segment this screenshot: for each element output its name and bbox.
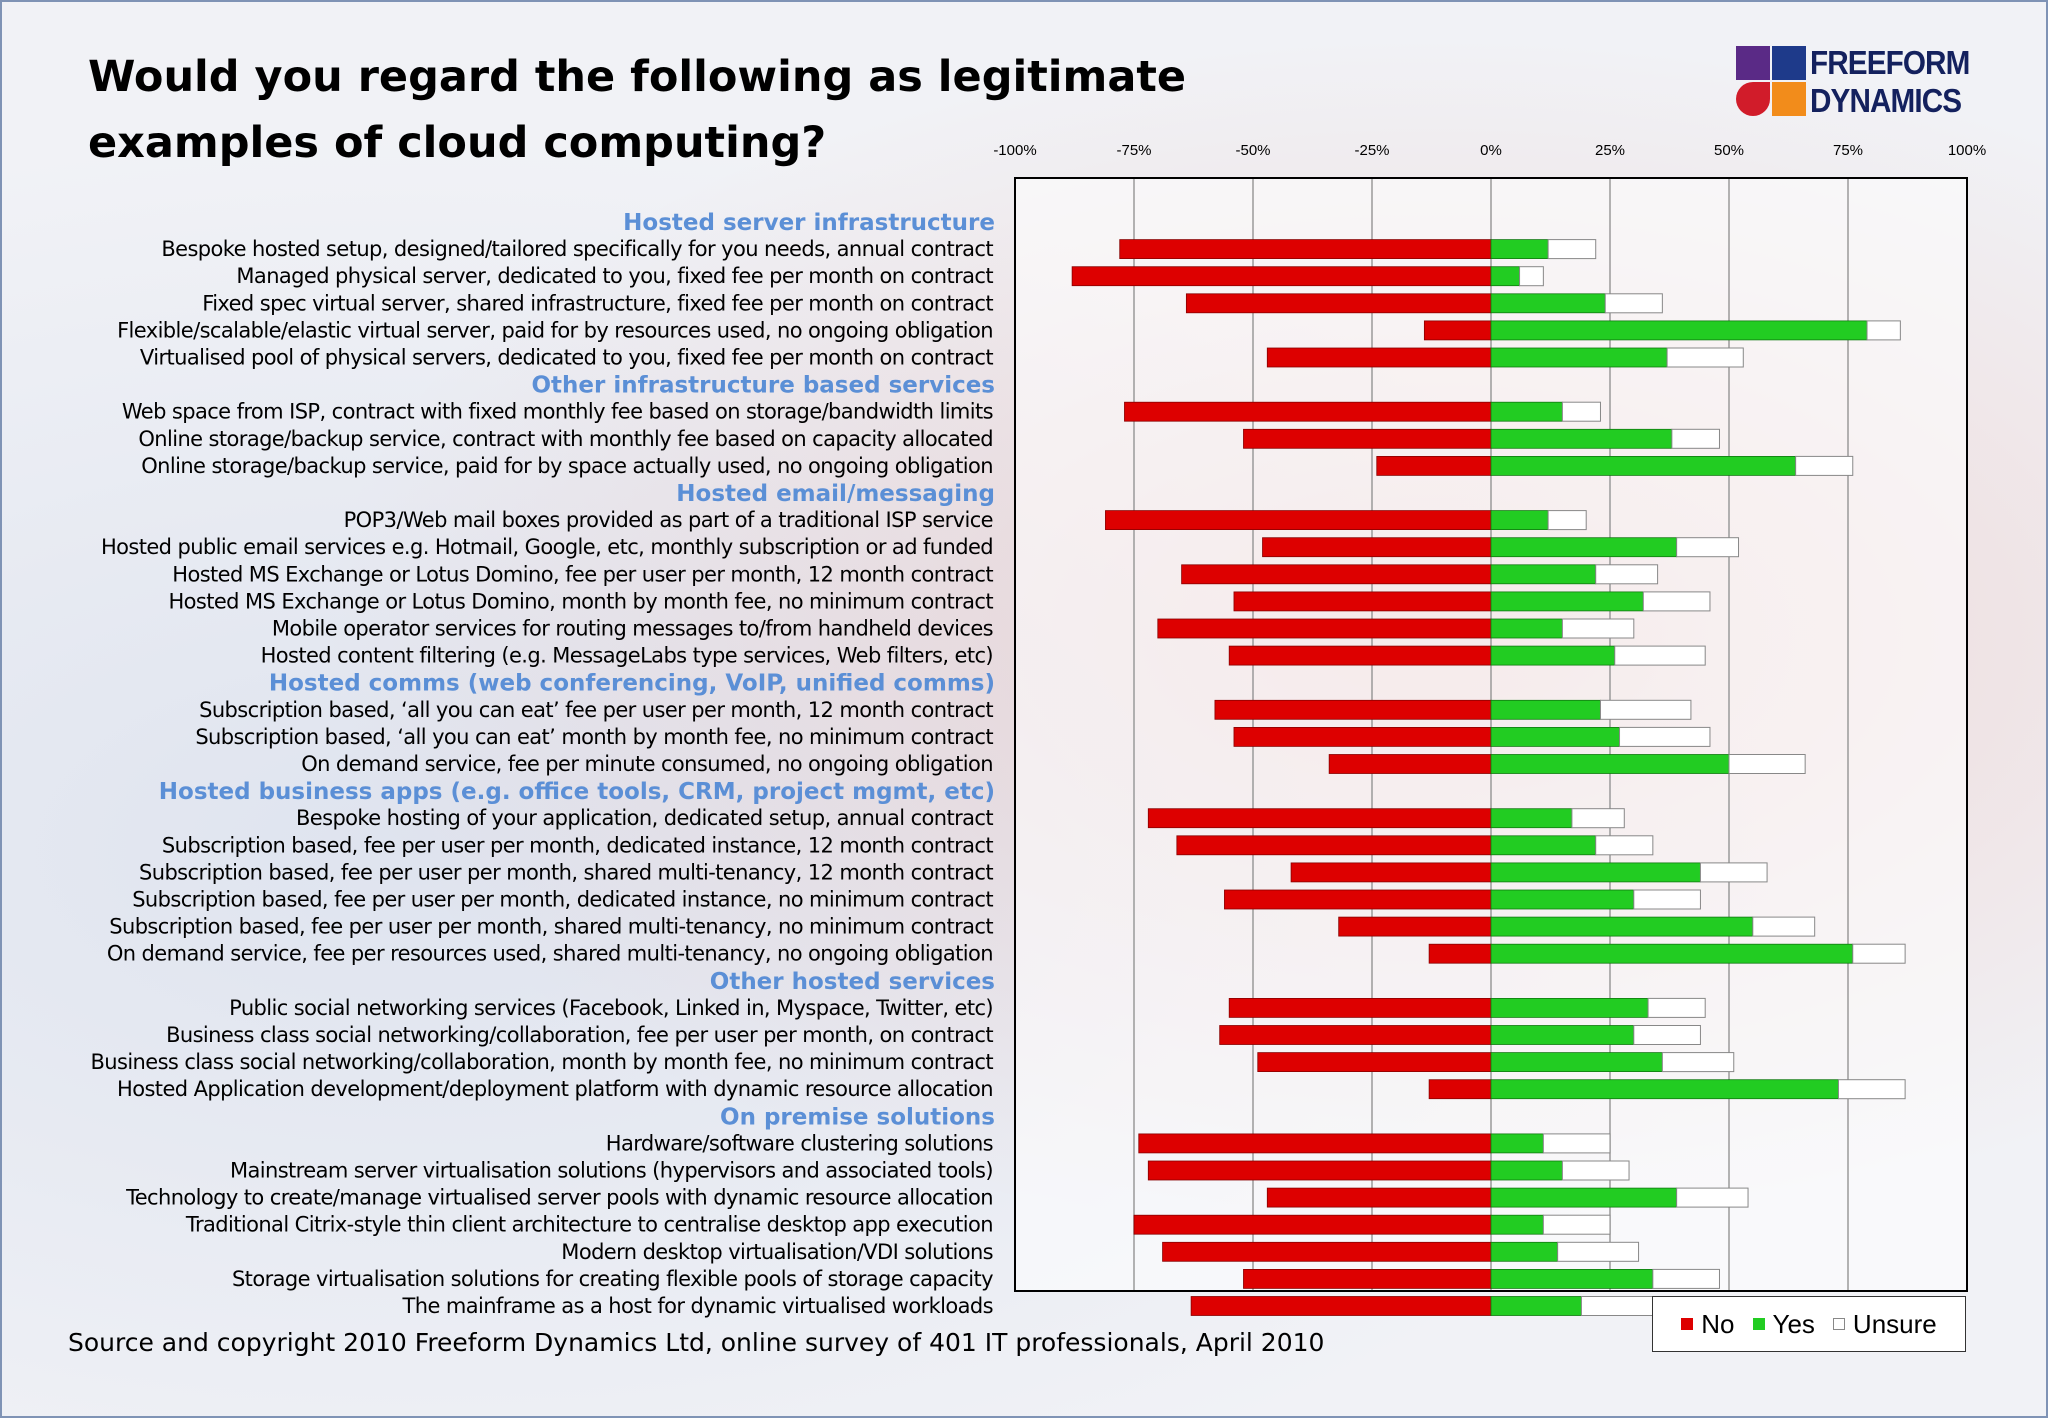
bar-unsure xyxy=(1548,511,1586,530)
bar-no xyxy=(1339,917,1491,936)
legend-item-yes xyxy=(1753,1309,1815,1340)
bar-no xyxy=(1267,1188,1491,1207)
row-label: Storage virtualisation solutions for creating flexible pools of storage capacity xyxy=(231,1266,993,1291)
bar-unsure xyxy=(1796,456,1853,475)
row-label: Bespoke hosting of your application, dedicated setup, annual contract xyxy=(295,806,993,831)
category-label: Hosted server infrastructure xyxy=(623,210,995,236)
bar-unsure xyxy=(1653,1269,1720,1288)
bar-unsure xyxy=(1543,1215,1610,1234)
bar-no xyxy=(1424,321,1491,340)
bar-yes xyxy=(1491,998,1648,1017)
row-label: Mobile operator services for routing messages to/from handheld devices xyxy=(271,616,993,641)
legend-swatch-no xyxy=(1681,1318,1693,1330)
bar-no xyxy=(1291,863,1491,882)
legend-swatch-yes xyxy=(1753,1318,1765,1330)
bar-unsure xyxy=(1596,836,1653,855)
row-label: Subscription based, ‘all you can eat’ month by month fee, no minimum contract xyxy=(195,724,993,749)
legend-label-no: No xyxy=(1701,1308,1735,1339)
row-label: Hosted public email services e.g. Hotmail, Google, etc, monthly subscription or ad funded xyxy=(100,535,993,560)
bar-yes xyxy=(1491,917,1753,936)
category-label: Other infrastructure based services xyxy=(531,372,995,399)
row-label: Online storage/backup service, contract with monthly fee based on capacity allocated xyxy=(138,426,993,451)
bar-yes xyxy=(1491,944,1853,963)
bar-no xyxy=(1163,1242,1491,1261)
bar-unsure xyxy=(1672,429,1720,448)
bar-no xyxy=(1258,1053,1491,1072)
row-label: Business class social networking/collaboration, month by month fee, no minimum contract xyxy=(90,1050,993,1075)
chart-legend xyxy=(1652,1296,1966,1352)
row-label: Subscription based, fee per user per month, dedicated instance, no minimum contract xyxy=(132,887,993,912)
bar-unsure xyxy=(1620,727,1710,746)
bar-yes xyxy=(1491,863,1700,882)
row-label: Virtualised pool of physical servers, dedicated to you, fixed fee per month on contract xyxy=(139,345,993,370)
bar-unsure xyxy=(1562,402,1600,421)
x-tick-label: 50% xyxy=(1713,142,1745,159)
bar-yes xyxy=(1491,538,1677,557)
bar-yes xyxy=(1491,267,1520,286)
bar-no xyxy=(1224,890,1491,909)
bar-yes xyxy=(1491,511,1548,530)
bar-no xyxy=(1124,402,1491,421)
bar-unsure xyxy=(1562,619,1633,638)
bar-yes xyxy=(1491,321,1867,340)
row-label: Subscription based, fee per user per month, shared multi-tenancy, no minimum contract xyxy=(109,914,993,939)
bar-yes xyxy=(1491,1188,1677,1207)
bar-unsure xyxy=(1596,565,1658,584)
bar-yes xyxy=(1491,1215,1543,1234)
row-label: Online storage/backup service, paid for by space actually used, no ongoing obligation xyxy=(141,453,993,478)
bar-yes xyxy=(1491,809,1572,828)
bar-no xyxy=(1234,592,1491,611)
row-label: Managed physical server, dedicated to you, fixed fee per month on contract xyxy=(236,264,993,289)
source-note: Source and copyright 2010 Freeform Dynamics Ltd, online survey of 401 IT professionals, April 2010 xyxy=(68,1328,1325,1357)
page-title: Would you regard the following as legitimate examples of cloud computing? xyxy=(88,52,1187,168)
row-label: Hosted MS Exchange or Lotus Domino, month by month fee, no minimum contract xyxy=(168,589,993,614)
bar-no xyxy=(1177,836,1491,855)
row-label: Subscription based, fee per user per month, dedicated instance, 12 month contract xyxy=(161,833,993,858)
bar-yes xyxy=(1491,592,1643,611)
bar-unsure xyxy=(1600,700,1690,719)
bar-yes xyxy=(1491,240,1548,259)
bar-no xyxy=(1429,1080,1491,1099)
x-tick-label: -50% xyxy=(1235,142,1271,159)
bar-no xyxy=(1134,1215,1491,1234)
category-label: Other hosted services xyxy=(709,968,995,995)
bar-no xyxy=(1072,267,1491,286)
bar-unsure xyxy=(1853,944,1905,963)
legend-swatch-unsure xyxy=(1833,1318,1845,1330)
row-label: Subscription based, ‘all you can eat’ fee per user per month, 12 month contract xyxy=(199,697,993,722)
legend-item-no xyxy=(1681,1309,1734,1340)
row-label: Web space from ISP, contract with fixed monthly fee based on storage/bandwidth limits xyxy=(121,399,993,424)
bar-unsure xyxy=(1615,646,1705,665)
row-label: Bespoke hosted setup, designed/tailored specifically for you needs, annual contract xyxy=(161,237,993,262)
bar-no xyxy=(1429,944,1491,963)
logo-line-2: DYNAMICS xyxy=(1810,82,1962,119)
row-label: Hosted MS Exchange or Lotus Domino, fee per user per month, 12 month contract xyxy=(172,562,993,587)
legend-label-unsure: Unsure xyxy=(1852,1308,1937,1339)
bar-unsure xyxy=(1677,538,1739,557)
bar-no xyxy=(1182,565,1491,584)
row-label: Fixed spec virtual server, shared infrastructure, fixed fee per month on contract xyxy=(202,291,993,316)
bar-no xyxy=(1229,646,1491,665)
bar-unsure xyxy=(1729,755,1805,774)
x-tick-label: -25% xyxy=(1354,142,1390,159)
bar-yes xyxy=(1491,456,1796,475)
bar-yes xyxy=(1491,836,1596,855)
x-tick-label: 25% xyxy=(1594,142,1626,159)
bar-unsure xyxy=(1667,348,1743,367)
bar-no xyxy=(1105,511,1491,530)
x-tick-label: 0% xyxy=(1480,142,1502,159)
bar-yes xyxy=(1491,1297,1581,1316)
bar-no xyxy=(1267,348,1491,367)
legend-label-yes: Yes xyxy=(1772,1308,1815,1339)
row-label: Flexible/scalable/elastic virtual server, paid for by resources used, no ongoing obligation xyxy=(117,318,993,343)
row-label: Modern desktop virtualisation/VDI solutions xyxy=(561,1239,993,1264)
bar-unsure xyxy=(1543,1134,1610,1153)
bar-no xyxy=(1234,727,1491,746)
bar-no xyxy=(1186,294,1491,313)
category-label: Hosted business apps (e.g. office tools, CRM, project mgmt, etc) xyxy=(158,779,995,806)
legend-item-unsure xyxy=(1833,1309,1937,1340)
row-label: Business class social networking/collaboration, fee per user per month, on contract xyxy=(166,1023,993,1047)
row-label: Hosted Application development/deployment platform with dynamic resource allocation xyxy=(117,1077,993,1102)
bar-no xyxy=(1263,538,1491,557)
bar-no xyxy=(1215,700,1491,719)
bar-yes xyxy=(1491,1080,1838,1099)
row-label: On demand service, fee per resources used, shared multi-tenancy, no ongoing obligation xyxy=(106,941,993,966)
bar-yes xyxy=(1491,727,1620,746)
row-label: Traditional Citrix-style thin client architecture to centralise desktop app execution xyxy=(185,1212,993,1237)
row-label: On demand service, fee per minute consumed, no ongoing obligation xyxy=(301,752,993,776)
bar-yes xyxy=(1491,294,1605,313)
bar-yes xyxy=(1491,565,1596,584)
x-tick-label: -100% xyxy=(993,142,1037,159)
bar-yes xyxy=(1491,1161,1562,1180)
row-label: Technology to create/manage virtualised server pools with dynamic resource allocation xyxy=(126,1185,993,1210)
bar-unsure xyxy=(1562,1161,1629,1180)
bar-no xyxy=(1148,1161,1491,1180)
bar-yes xyxy=(1491,700,1600,719)
bar-yes xyxy=(1491,348,1667,367)
row-label: Public social networking services (Facebook, Linked in, Myspace, Twitter, etc) xyxy=(229,995,993,1020)
row-label: POP3/Web mail boxes provided as part of a traditional ISP service xyxy=(343,508,993,533)
bar-unsure xyxy=(1520,267,1544,286)
bar-unsure xyxy=(1867,321,1900,340)
bar-no xyxy=(1377,456,1491,475)
bar-yes xyxy=(1491,1053,1662,1072)
bar-yes xyxy=(1491,1134,1543,1153)
bar-yes xyxy=(1491,429,1672,448)
bar-yes xyxy=(1491,1269,1653,1288)
bar-no xyxy=(1120,240,1491,259)
bar-unsure xyxy=(1700,863,1767,882)
bar-unsure xyxy=(1838,1080,1905,1099)
category-label: Hosted email/messaging xyxy=(676,481,995,507)
x-tick-label: 100% xyxy=(1947,142,1987,159)
bar-yes xyxy=(1491,646,1615,665)
bar-no xyxy=(1329,755,1491,774)
row-label: The mainframe as a host for dynamic virtualised workloads xyxy=(402,1294,993,1318)
bar-no xyxy=(1243,429,1491,448)
bar-yes xyxy=(1491,1242,1558,1261)
bar-unsure xyxy=(1643,592,1710,611)
category-label: Hosted comms (web conferencing, VoIP, unified comms) xyxy=(268,670,995,697)
row-label: Mainstream server virtualisation solutions (hypervisors and associated tools) xyxy=(229,1158,993,1183)
bar-yes xyxy=(1491,755,1729,774)
bar-no xyxy=(1229,998,1491,1017)
bar-no xyxy=(1191,1297,1491,1316)
bar-unsure xyxy=(1648,998,1705,1017)
bar-unsure xyxy=(1548,240,1596,259)
bar-no xyxy=(1158,619,1491,638)
bar-yes xyxy=(1491,890,1634,909)
bar-no xyxy=(1220,1026,1491,1045)
bar-no xyxy=(1139,1134,1491,1153)
row-label: Subscription based, fee per user per month, shared multi-tenancy, 12 month contract xyxy=(139,860,993,885)
x-tick-label: -75% xyxy=(1116,142,1152,159)
bar-unsure xyxy=(1634,1026,1701,1045)
bar-no xyxy=(1148,809,1491,828)
bar-unsure xyxy=(1677,1188,1748,1207)
bar-yes xyxy=(1491,402,1562,421)
bar-no xyxy=(1243,1269,1491,1288)
bar-yes xyxy=(1491,1026,1634,1045)
bar-unsure xyxy=(1662,1053,1733,1072)
logo-line-1: FREEFORM xyxy=(1810,44,1970,81)
bar-unsure xyxy=(1634,890,1701,909)
x-tick-label: 75% xyxy=(1832,142,1864,159)
bar-yes xyxy=(1491,619,1562,638)
bar-unsure xyxy=(1605,294,1662,313)
bar-unsure xyxy=(1558,1242,1639,1261)
bar-unsure xyxy=(1753,917,1815,936)
category-label: On premise solutions xyxy=(720,1104,995,1131)
row-label: Hardware/software clustering solutions xyxy=(605,1131,993,1156)
bar-unsure xyxy=(1572,809,1624,828)
row-label: Hosted content filtering (e.g. MessageLabs type services, Web filters, etc) xyxy=(260,643,993,668)
